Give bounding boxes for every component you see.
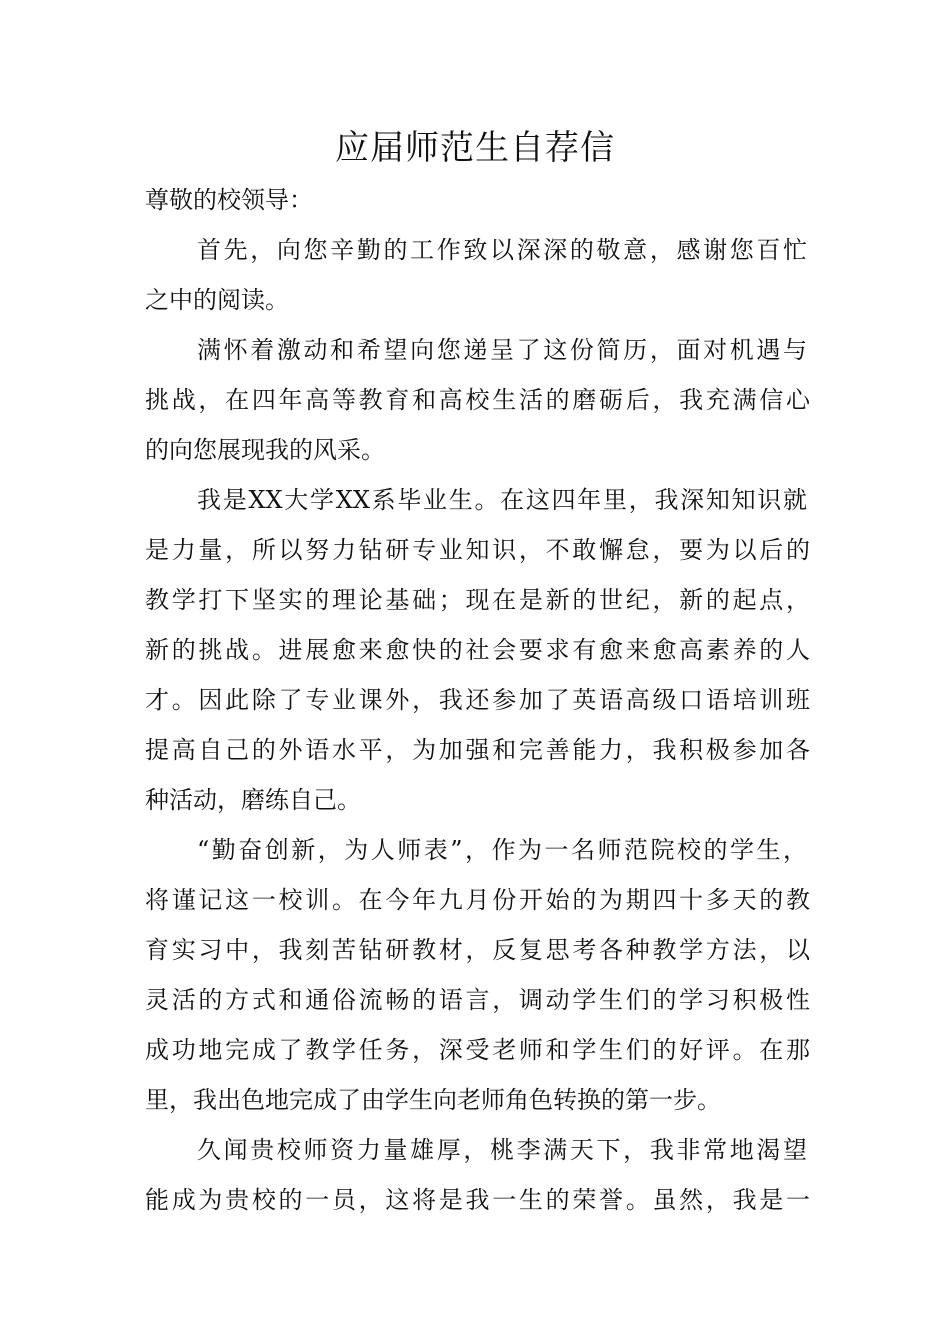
text-line: 的向您展现我的风采。 (145, 436, 385, 464)
text-line: 首先，向您辛勤的工作致以深深的敬意，感谢您百忙 (197, 236, 807, 264)
text-line: 育实习中，我刻苦钻研教材，反复思考各种教学方法，以 (145, 936, 810, 964)
text-line: 之中的阅读。 (145, 286, 289, 314)
text-line: 满怀着激动和希望向您递呈了这份简历，面对机遇与 (197, 336, 807, 364)
text-line: 久闻贵校师资力量雄厚，桃李满天下，我非常地渴望 (197, 1136, 807, 1164)
text-line: 灵活的方式和通俗流畅的语言，调动学生们的学习积极性 (145, 986, 810, 1014)
text-line: 教学打下坚实的理论基础；现在是新的世纪，新的起点， (145, 586, 810, 614)
text-line: 是力量，所以努力钻研专业知识，不敢懈怠，要为以后的 (145, 536, 810, 564)
text-line: 成功地完成了教学任务，深受老师和学生们的好评。在那 (145, 1036, 810, 1064)
salutation: 尊敬的校领导： (145, 186, 313, 214)
text-line: 新的挑战。进展愈来愈快的社会要求有愈来愈高素养的人 (145, 636, 810, 664)
text-line: 里，我出色地完成了由学生向老师角色转换的第一步。 (145, 1086, 721, 1114)
text-line: 将谨记这一校训。在今年九月份开始的为期四十多天的教 (145, 886, 810, 914)
text-line: 挑战，在四年高等教育和高校生活的磨砺后，我充满信心 (145, 386, 810, 414)
text-line: 才。因此除了专业课外，我还参加了英语高级口语培训班 (145, 686, 810, 714)
text-line: 能成为贵校的一员，这将是我一生的荣誉。虽然，我是一 (145, 1186, 810, 1214)
text-line: 我是XX大学XX系毕业生。在这四年里，我深知知识就 (197, 486, 807, 514)
text-line: “勤奋创新，为人师表”，作为一名师范院校的学生， (197, 836, 807, 864)
text-line: 种活动，磨练自己。 (145, 786, 361, 814)
document-title: 应届师范生自荐信 (335, 128, 615, 168)
text-line: 提高自己的外语水平，为加强和完善能力，我积极参加各 (145, 736, 810, 764)
